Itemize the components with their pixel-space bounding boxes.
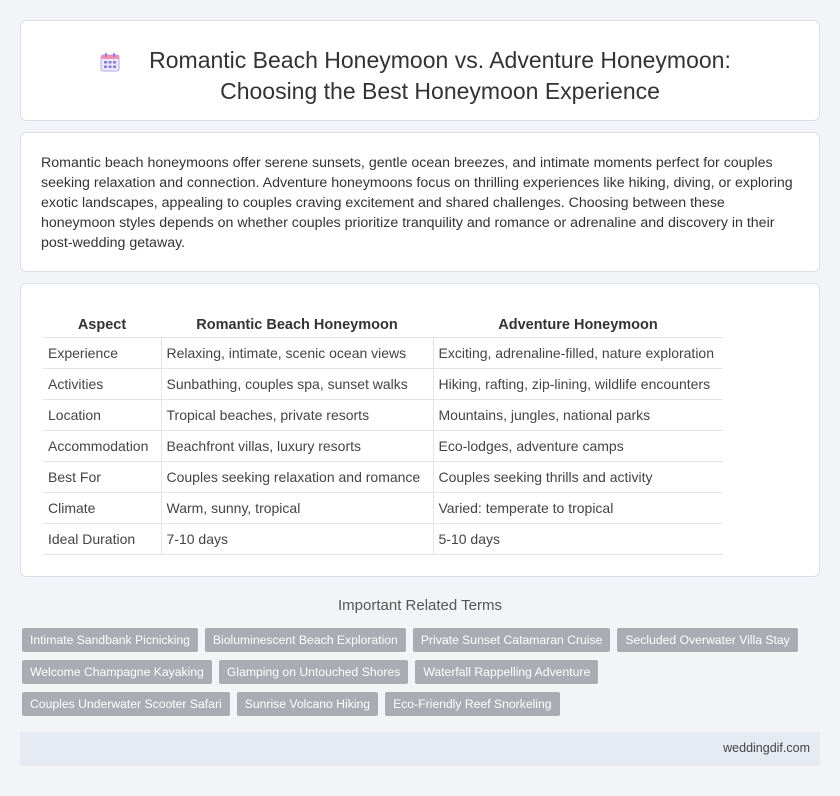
- footer: [20, 732, 820, 766]
- table-row: [43, 461, 723, 492]
- table-header-row: [43, 313, 723, 337]
- related-term-tag[interactable]: Secluded Overwater Villa Stay: [617, 628, 797, 652]
- row-aspect: Climate: [43, 492, 161, 523]
- related-term-tag[interactable]: Private Sunset Catamaran Cruise: [413, 628, 611, 652]
- row-adventure: Mountains, jungles, national parks: [433, 399, 723, 430]
- table-row: [43, 337, 723, 368]
- intro-card: [20, 132, 820, 272]
- page-title: [21, 45, 819, 107]
- title-line-2: Choosing the Best Honeymoon Experience: [220, 78, 660, 104]
- row-beach: 7-10 days: [161, 523, 433, 554]
- footer-site-link[interactable]: weddingdif.com: [723, 741, 810, 755]
- row-beach: Warm, sunny, tropical: [161, 492, 433, 523]
- row-adventure: Hiking, rafting, zip-lining, wildlife encounters: [433, 368, 723, 399]
- table-row: [43, 399, 723, 430]
- comparison-table: [43, 313, 723, 555]
- title-card: [20, 20, 820, 121]
- row-aspect: Experience: [43, 337, 161, 368]
- row-adventure: Varied: temperate to tropical: [433, 492, 723, 523]
- intro-paragraph: Romantic beach honeymoons offer serene sunsets, gentle ocean breezes, and intimate moments perfect for couples seeking relaxation and connection. Adventure honeymoons focus on thrilling experiences like hiking, diving, or exploring exotic landscapes, appealing to couples craving excitement and shared challenges. Choosing between these honeymoon styles depends on whether couples prioritize tranquility and romance or adrenaline and discovery in their post-wedding getaway.: [41, 155, 793, 251]
- related-terms-list: [22, 628, 812, 716]
- related-term-tag[interactable]: Sunrise Volcano Hiking: [237, 692, 378, 716]
- table-row: [43, 523, 723, 554]
- row-aspect: Accommodation: [43, 430, 161, 461]
- related-terms-heading: Important Related Terms: [338, 597, 502, 614]
- header-aspect: Aspect: [43, 313, 161, 337]
- row-aspect: Best For: [43, 461, 161, 492]
- table-row: [43, 492, 723, 523]
- row-beach: Couples seeking relaxation and romance: [161, 461, 433, 492]
- related-term-tag[interactable]: Welcome Champagne Kayaking: [22, 660, 212, 684]
- row-adventure: Couples seeking thrills and activity: [433, 461, 723, 492]
- related-term-tag[interactable]: Bioluminescent Beach Exploration: [205, 628, 406, 652]
- title-line-1: Romantic Beach Honeymoon vs. Adventure Honeymoon:: [149, 47, 731, 73]
- related-term-tag[interactable]: Waterfall Rappelling Adventure: [415, 660, 598, 684]
- row-aspect: Ideal Duration: [43, 523, 161, 554]
- related-term-tag[interactable]: Couples Underwater Scooter Safari: [22, 692, 230, 716]
- row-beach: Sunbathing, couples spa, sunset walks: [161, 368, 433, 399]
- header-adventure: Adventure Honeymoon: [433, 313, 723, 337]
- row-adventure: Eco-lodges, adventure camps: [433, 430, 723, 461]
- related-term-tag[interactable]: Glamping on Untouched Shores: [219, 660, 408, 684]
- related-term-tag[interactable]: Intimate Sandbank Picnicking: [22, 628, 198, 652]
- header-beach: Romantic Beach Honeymoon: [161, 313, 433, 337]
- row-aspect: Location: [43, 399, 161, 430]
- table-row: [43, 368, 723, 399]
- comparison-card: [20, 283, 820, 577]
- row-adventure: Exciting, adrenaline-filled, nature exploration: [433, 337, 723, 368]
- related-term-tag[interactable]: Eco-Friendly Reef Snorkeling: [385, 692, 560, 716]
- calendar-icon: [99, 51, 121, 73]
- row-aspect: Activities: [43, 368, 161, 399]
- row-beach: Relaxing, intimate, scenic ocean views: [161, 337, 433, 368]
- row-beach: Beachfront villas, luxury resorts: [161, 430, 433, 461]
- row-beach: Tropical beaches, private resorts: [161, 399, 433, 430]
- table-row: [43, 430, 723, 461]
- row-adventure: 5-10 days: [433, 523, 723, 554]
